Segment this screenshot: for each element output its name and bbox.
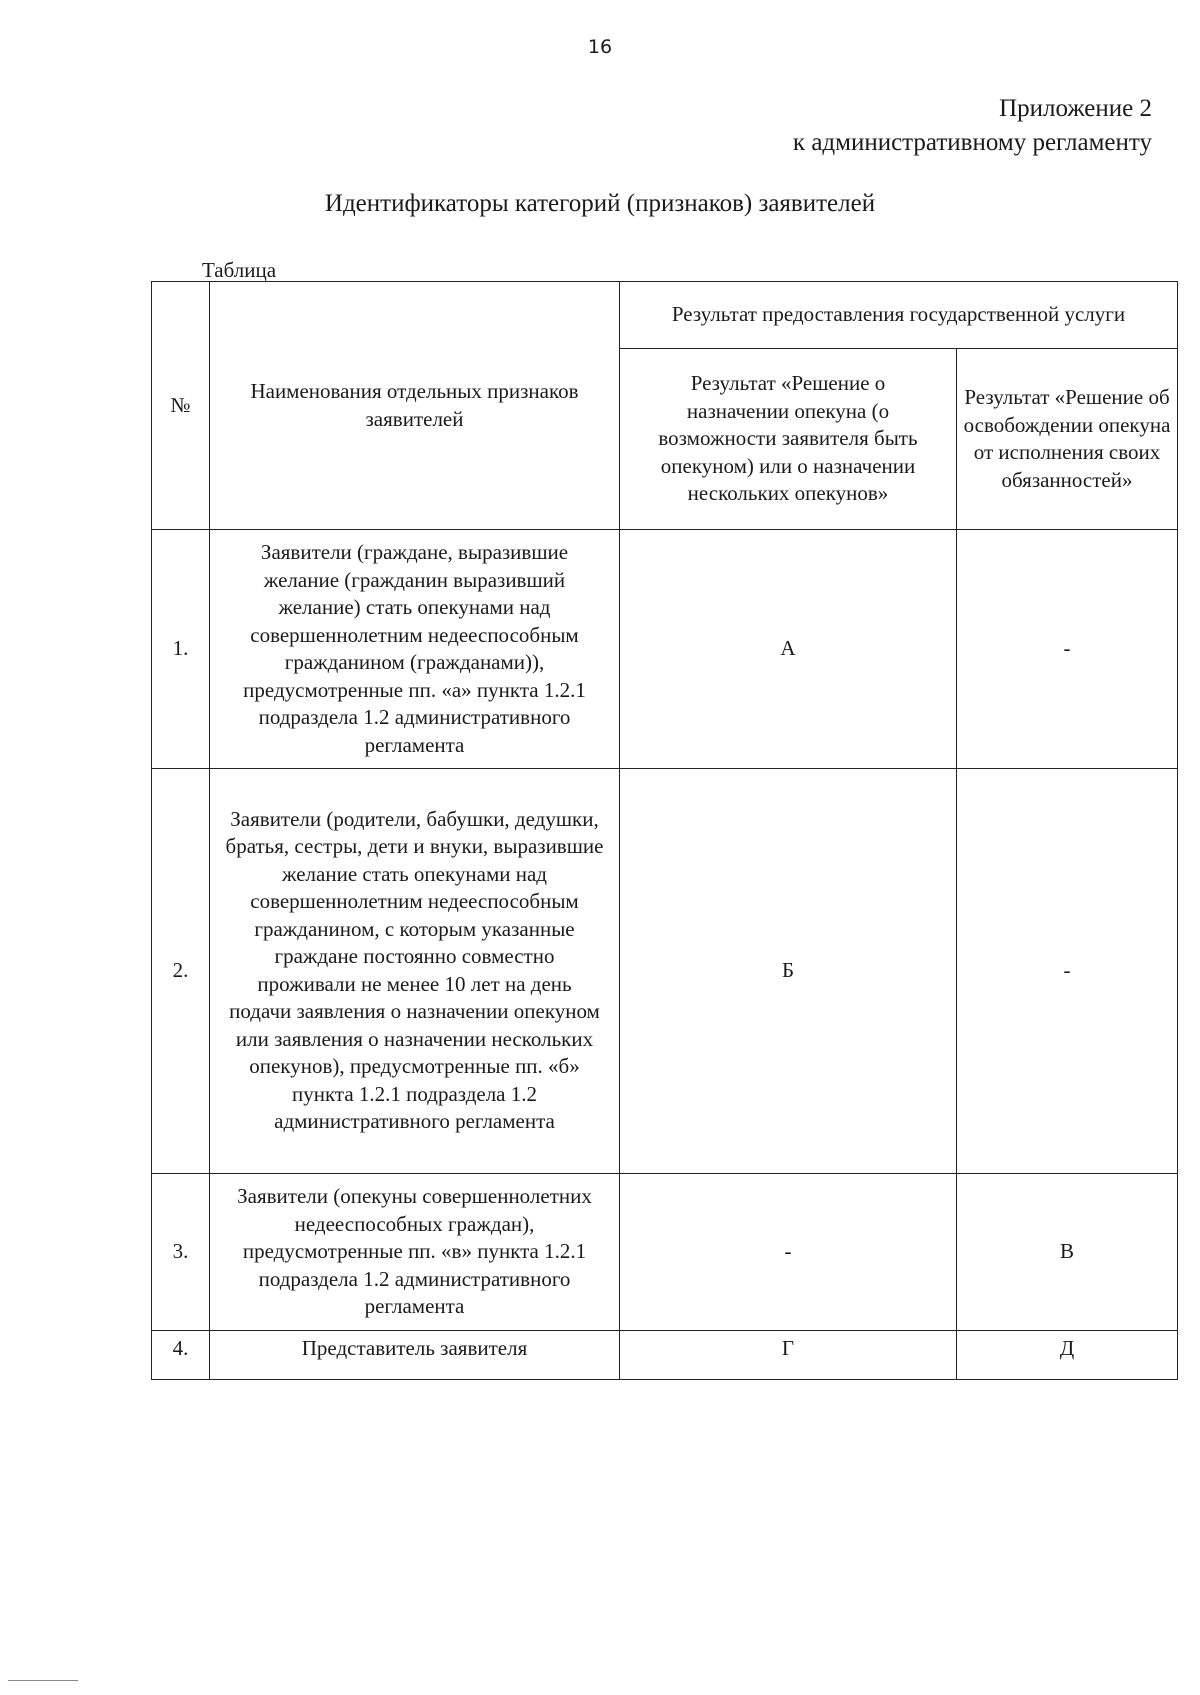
row-number: 3. (152, 1174, 210, 1331)
header-result-2: Результат «Решение об освобождении опекуна от исполнения своих обязанностей» (957, 348, 1178, 529)
table-row (152, 768, 1178, 1174)
header-result-group: Результат предоставления государственной услуги (620, 282, 1178, 349)
document-title: Идентификаторы категорий (признаков) заявителей (324, 190, 876, 217)
row-number: 2. (152, 768, 210, 1174)
header-name: Наименования отдельных признаков заявителей (210, 282, 620, 530)
appendix-line-2: к административному регламенту (792, 129, 1152, 156)
row-result-2: - (957, 530, 1178, 768)
table-row (152, 1174, 1178, 1331)
row-result-1: А (620, 530, 957, 768)
scan-edge-mark (8, 1680, 78, 1681)
table-header-row (152, 282, 1178, 349)
header-result-1: Результат «Решение о назначении опекуна (о возможности заявителя быть опекуном) или о назначении нескольких опекунов» (620, 348, 957, 529)
categories-table (151, 281, 1178, 1380)
page-number: 16 (587, 36, 613, 58)
row-description: Заявители (опекуны совершеннолетних недееспособных граждан), предусмотренные пп. «в» пункта 1.2.1 подраздела 1.2 административного регламента (210, 1174, 620, 1331)
row-result-1: Б (620, 768, 957, 1174)
row-result-2: - (957, 768, 1178, 1174)
table-row (152, 1331, 1178, 1380)
row-result-1: - (620, 1174, 957, 1331)
header-number: № (152, 282, 210, 530)
table-caption: Таблица (202, 258, 277, 282)
row-result-2: Д (957, 1331, 1178, 1380)
table-row (152, 530, 1178, 768)
row-description: Заявители (родители, бабушки, дедушки, братья, сестры, дети и внуки, выразившие желание стать опекунами над совершеннолетним недееспособным гражданином, с которым указанные граждане постоянно совместно проживали не менее 10 лет на день подачи заявления о назначении опекуном или заявления о назначении нескольких опекунов), предусмотренные пп. «б» пункта 1.2.1 подраздела 1.2 административного регламента (210, 768, 620, 1174)
row-number: 4. (152, 1331, 210, 1380)
row-number: 1. (152, 530, 210, 768)
row-description: Представитель заявителя (210, 1331, 620, 1380)
appendix-line-1: Приложение 2 (999, 95, 1152, 122)
appendix-note (793, 92, 1152, 160)
row-result-1: Г (620, 1331, 957, 1380)
row-result-2: В (957, 1174, 1178, 1331)
row-description: Заявители (граждане, выразившие желание (гражданин выразивший желание) стать опекунами над совершеннолетним недееспособным гражданином (гражданами)), предусмотренные пп. «а» пункта 1.2.1 подраздела 1.2 административного регламента (210, 530, 620, 768)
